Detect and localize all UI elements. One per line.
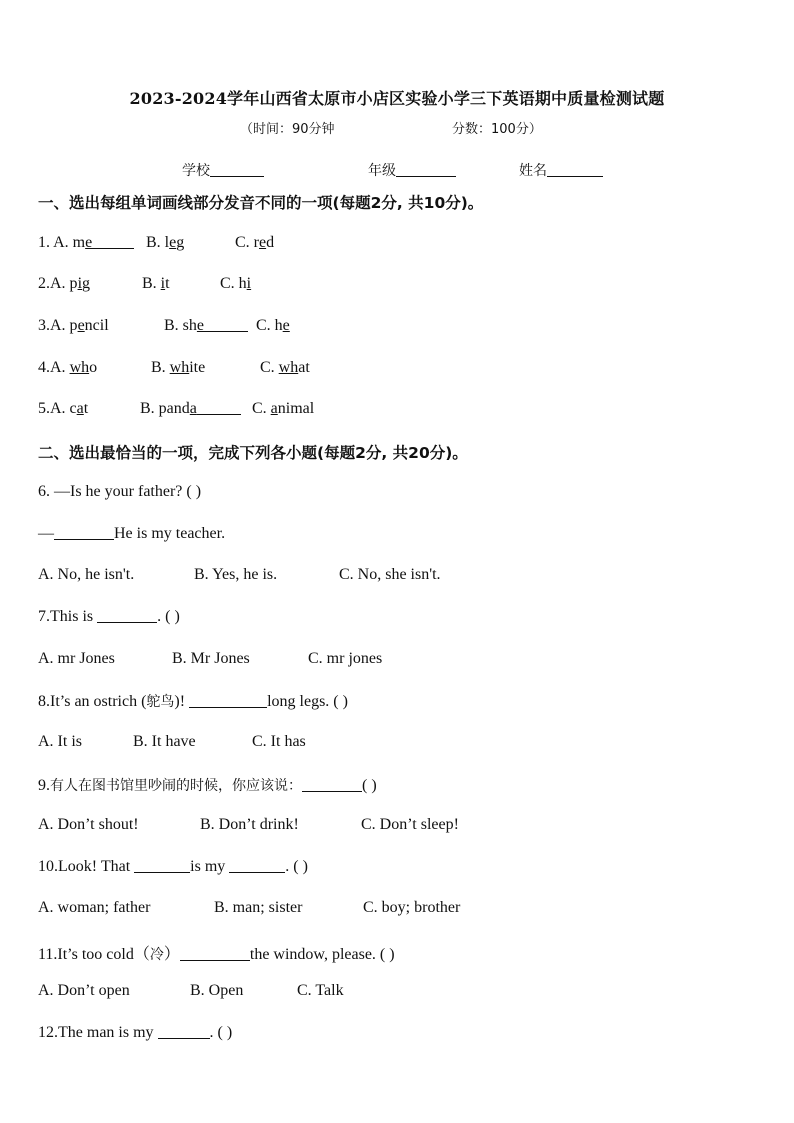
q11-option-c[interactable]: C. Talk <box>297 982 344 999</box>
q10-blank-2[interactable] <box>229 858 285 873</box>
q2-option-b[interactable]: B. it <box>142 275 170 292</box>
name-blank[interactable] <box>547 162 603 177</box>
q5-option-a[interactable]: 5.A. cat <box>38 400 89 417</box>
q12-blank[interactable] <box>158 1024 210 1039</box>
q7-stem: 7.This is . ( ) <box>38 608 180 625</box>
exam-time: （时间：90分钟 <box>240 122 335 137</box>
grade-blank[interactable] <box>396 162 456 177</box>
q10-option-a[interactable]: A. woman; father <box>38 899 151 916</box>
q7-blank[interactable] <box>97 608 157 623</box>
name-field <box>519 160 603 180</box>
school-field <box>182 160 264 180</box>
grade-label: 年级 <box>368 163 396 179</box>
q7-option-a[interactable]: A. mr Jones <box>38 650 115 667</box>
q5-option-c[interactable]: C. animal <box>252 400 315 417</box>
exam-title: 2023-2024学年山西省太原市小店区实验小学三下英语期中质量检测试题 <box>129 89 665 108</box>
q2-option-c[interactable]: C. hi <box>220 275 252 292</box>
q8-option-a[interactable]: A. It is <box>38 733 82 750</box>
q6-reply: — He is my teacher. <box>38 525 226 542</box>
q6-option-b[interactable]: B. Yes, he is. <box>194 566 278 583</box>
q8-stem: 8.It’s an ostrich (鸵鸟)! long legs. ( ) <box>38 693 348 710</box>
q6-stem: 6. —Is he your father? ( ) <box>38 483 202 500</box>
q11-stem: 11.It’s too cold（冷） the window, please. ( ) <box>38 946 395 963</box>
q9-option-a[interactable]: A. Don’t shout! <box>38 816 139 833</box>
q8-option-b[interactable]: B. It have <box>133 733 196 750</box>
q11-blank[interactable] <box>180 946 250 961</box>
q9-option-b[interactable]: B. Don’t drink! <box>200 816 299 833</box>
section-2-heading: 二、选出最恰当的一项，完成下列各小题(每题2分, 共20分)。 <box>38 444 468 462</box>
q10-blank-1[interactable] <box>134 858 190 873</box>
q4-option-a[interactable]: 4.A. who <box>38 359 98 376</box>
q8-option-c[interactable]: C. It has <box>252 733 306 750</box>
exam-score: 分数：100分） <box>452 122 542 137</box>
q8-blank[interactable] <box>189 693 267 708</box>
q1-option-a[interactable]: 1. A. me <box>38 234 134 252</box>
q6-blank[interactable] <box>54 525 114 540</box>
q4-option-c[interactable]: C. what <box>260 359 310 376</box>
q1-option-c[interactable]: C. red <box>235 234 275 251</box>
q5-option-b[interactable]: B. panda <box>140 400 241 418</box>
q4-option-b[interactable]: B. white <box>151 359 206 376</box>
q9-blank[interactable] <box>302 777 362 792</box>
q9-stem: 9.有人在图书馆里吵闹的时候，你应该说： ( ) <box>38 777 377 794</box>
q2-option-a[interactable]: 2.A. pig <box>38 275 91 292</box>
school-blank[interactable] <box>210 162 264 177</box>
section-1-heading: 一、选出每组单词画线部分发音不同的一项(每题2分, 共10分)。 <box>38 194 484 212</box>
q10-stem: 10.Look! That is my . ( ) <box>38 858 308 875</box>
q6-option-c[interactable]: C. No, she isn't. <box>339 566 441 583</box>
q6-option-a[interactable]: A. No, he isn't. <box>38 566 135 583</box>
q11-option-b[interactable]: B. Open <box>190 982 244 999</box>
school-label: 学校 <box>182 163 210 179</box>
q9-option-c[interactable]: C. Don’t sleep! <box>361 816 459 833</box>
q10-option-b[interactable]: B. man; sister <box>214 899 303 916</box>
grade-field <box>368 160 456 180</box>
q11-option-a[interactable]: A. Don’t open <box>38 982 130 999</box>
q10-option-c[interactable]: C. boy; brother <box>363 899 461 916</box>
q3-option-b[interactable]: B. she <box>164 317 248 335</box>
q3-option-a[interactable]: 3.A. pencil <box>38 317 109 334</box>
name-label: 姓名 <box>519 163 547 179</box>
q1-option-b[interactable]: B. leg <box>146 234 185 251</box>
q12-stem: 12.The man is my . ( ) <box>38 1024 233 1041</box>
q3-option-c[interactable]: C. he <box>256 317 290 334</box>
q7-option-b[interactable]: B. Mr Jones <box>172 650 250 667</box>
q7-option-c[interactable]: C. mr jones <box>308 650 383 667</box>
